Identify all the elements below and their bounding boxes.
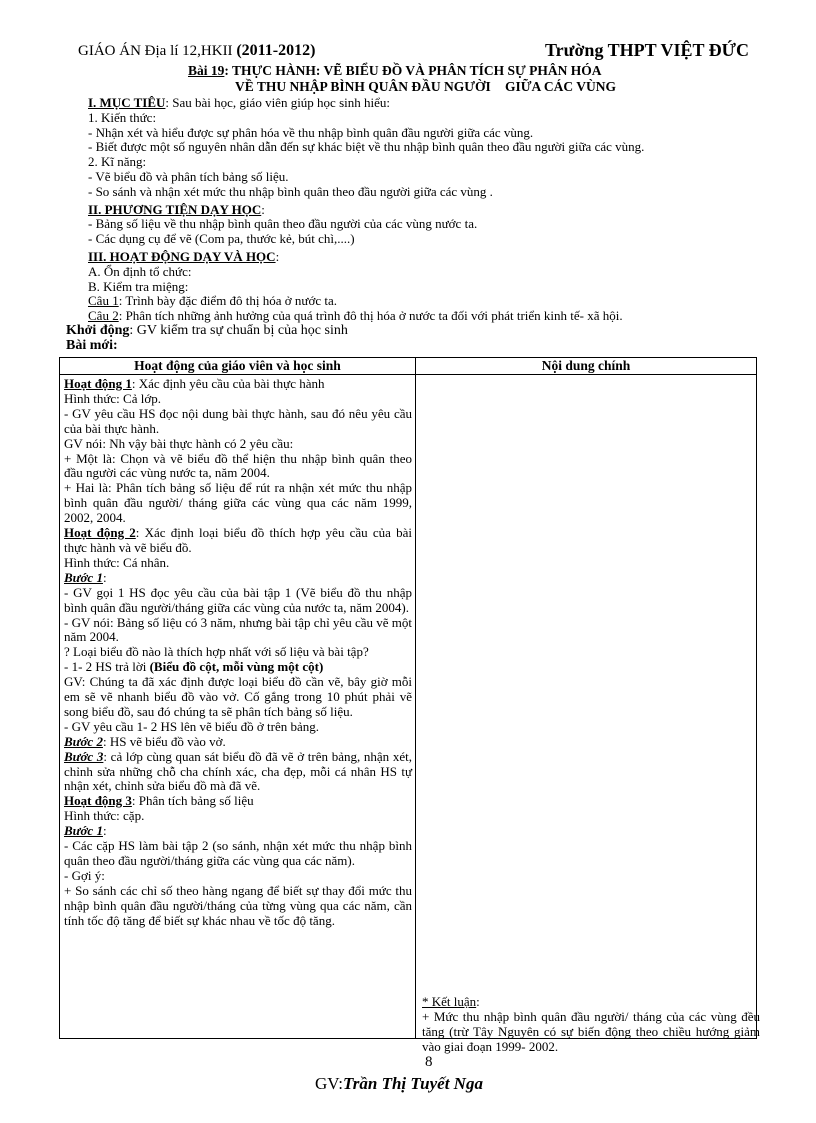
conclusion-text: + Mức thu nhập bình quân đầu người/ tháng của các vùng đều tăng (trừ Tây Nguyên có sự biến động theo chiều hướng giảm vào giai đoạn 1999- 2002. (422, 1008, 760, 1054)
body-line: B. Kiểm tra miệng: (88, 278, 189, 294)
activity-line: ? Loại biểu đồ nào là thích hợp nhất với số liệu và bài tập? (64, 644, 369, 660)
body-line: - Nhận xét và hiểu được sự phân hóa về thu nhập bình quân đầu người giữa các vùng. (88, 124, 534, 140)
activity-line: - GV yêu cầu 1- 2 HS lên vẽ biểu đồ ở trên bảng. (64, 718, 320, 734)
activities-cell (60, 375, 416, 1039)
header-year: (2011-2012) (236, 42, 316, 59)
col-header-content: Nội dung chính (416, 358, 757, 375)
activity-table (59, 357, 760, 1054)
header-subject: GIÁO ÁN Địa lí 12,HKII (78, 43, 237, 59)
teacher-name: Trần Thị Tuyết Nga (343, 1074, 483, 1093)
body-line: - So sánh và nhận xét mức thu nhập bình quân theo đầu người giữa các vùng . (88, 183, 493, 199)
question-2: Câu 2: Phân tích những ảnh hưởng của quá trình đô thị hóa ở nước ta đối với phát triển kinh tế- xã hội. (88, 308, 623, 324)
step-label: Hoạt động 1 (64, 376, 132, 391)
page-number: 8 (425, 1054, 433, 1070)
activity-line: + So sánh các chỉ số theo hàng ngang để biết sự thay đổi mức thu nhập bình quân đầu người/tháng của từng vùng qua các năm, cần tính tốc độ tăng để biết sự khác nhau về tốc độ tăng. (64, 882, 412, 928)
activity-line: Hình thức: Cá nhân. (64, 554, 170, 570)
lesson-title-line2: VỀ THU NHẬP BÌNH QUÂN ĐẦU NGƯỜI (235, 79, 491, 94)
activity-step: Bước 3: cả lớp cùng quan sát biểu đồ đã vẽ ở trên bảng, nhận xét, chỉnh sửa những chỗ cha chính xác, cha đẹp, mỗi cá nhân HS tự nhận xét, chỉnh sửa biểu đồ mà đã vẽ. (64, 748, 412, 794)
activity-step: Bước 1: (64, 569, 107, 585)
activity-step: Bước 2: HS vẽ biểu đồ vào vở. (64, 733, 226, 749)
activity-line: Hình thức: Cả lớp. (64, 390, 161, 406)
activity-line: - GV yêu cầu HS đọc nội dung bài thực hành, sau đó nêu yêu cầu của bài thực hành. (64, 405, 412, 436)
activity-line: - Các cặp HS làm bài tập 2 (so sánh, nhận xét mức thu nhập bình quân theo đầu người/tháng giữa các vùng qua các năm). (64, 838, 412, 868)
step-label: Hoạt động 3 (64, 793, 132, 809)
section-heading: III. HOẠT ĐỘNG DẠY VÀ HỌC (88, 248, 276, 264)
activity-line: - 1- 2 HS trả lời (Biểu đồ cột, mỗi vùng một cột) (64, 659, 324, 675)
step-label: Bước 3 (64, 748, 104, 764)
teacher-prefix: GV: (315, 1074, 344, 1093)
activity-step: Bước 1: (64, 823, 107, 839)
step-label: Bước 2 (64, 733, 103, 749)
table-header-row (60, 358, 757, 375)
activity-step: Hoạt động 3: Phân tích bảng số liệu (64, 793, 254, 809)
step-label: Bước 1 (64, 569, 103, 585)
header-left (78, 42, 315, 60)
warmup: Khởi động: GV kiểm tra sự chuẩn bị của học sinh (66, 322, 348, 338)
body-line: - Vẽ biểu đồ và phân tích bảng số liệu. (88, 168, 289, 184)
teacher-signature (315, 1074, 483, 1094)
body-line: A. Ổn định tổ chức: (88, 263, 192, 279)
table-row (60, 375, 757, 1039)
section-objectives: I. MỤC TIÊU: Sau bài học, giáo viên giúp học sinh hiểu: (88, 95, 390, 110)
activity-step: Hoạt động 2: Xác định loại biểu đồ thích hợp yêu cầu của bài thực hành và vẽ biểu đồ. (64, 525, 412, 555)
lesson-title-line1 (188, 63, 602, 79)
col-header-activities: Hoạt động của giáo viên và học sinh (60, 358, 416, 375)
section-activities: III. HOẠT ĐỘNG DẠY VÀ HỌC: (88, 248, 280, 264)
section-heading: II. PHƯƠNG TIỆN DẠY HỌC (88, 201, 262, 217)
body-line: 1. Kiến thức: (88, 109, 157, 125)
lesson-title-text: : THỰC HÀNH: VẼ BIỂU ĐỒ VÀ PHÂN TÍCH SỰ PHÂN HÓA (224, 63, 602, 78)
lesson-body (66, 95, 645, 354)
activity-line: - GV gọi 1 HS đọc yêu cầu của bài tập 1 (Vẽ biểu đồ thu nhập bình quân đầu người/tháng giữa các vùng của nước ta, năm 2004). (64, 584, 412, 615)
activity-line: GV nói: Nh vậy bài thực hành có 2 yêu cầu: (64, 435, 294, 451)
activity-line: GV: Chúng ta đã xác định được loại biểu đồ cần vẽ, bây giờ mỗi em sẽ vẽ nhanh biểu đồ vào vở. Cố gắng trong 10 phút phải vẽ song biểu đồ, sau đó chúng ta sẽ phân tích bảng số liệu. (64, 674, 412, 719)
question-1: Câu 1: Trình bày đặc điểm đô thị hóa ở nước ta. (88, 293, 337, 309)
activity-line: + Hai là: Phân tích bảng số liệu để rút ra nhận xét mức thu nhập bình quân đầu người/ tháng giữa các vùng qua các năm 1999, 2002, 2004. (64, 480, 412, 526)
activity-line: - Gợi ý: (64, 867, 105, 883)
activity-step: Hoạt động 1: Xác định yêu cầu của bài thực hành (64, 376, 325, 391)
body-line: 2. Kĩ năng: (88, 154, 147, 170)
body-line: - Bảng số liệu về thu nhập bình quân theo đầu người của các vùng nước ta. (88, 216, 478, 232)
step-label: Hoạt động 2 (64, 525, 136, 541)
content-cell (416, 375, 760, 1054)
body-line: - Các dụng cụ để vẽ (Com pa, thước kẻ, bút chì,....) (88, 231, 355, 247)
lesson-number: Bài 19 (188, 63, 225, 78)
section-materials: II. PHƯƠNG TIỆN DẠY HỌC: (88, 201, 265, 217)
step-label: Bước 1 (64, 823, 103, 839)
new-lesson: Bài mới: (66, 337, 118, 353)
lesson-title-line2b: GIỮA CÁC VÙNG (505, 79, 617, 94)
activity-line: Hình thức: cặp. (64, 808, 145, 824)
activity-line: - GV nói: Bảng số liệu có 3 năm, nhưng bài tập chỉ yêu cầu vẽ một năm 2004. (64, 614, 412, 645)
section-heading: I. MỤC TIÊU (88, 95, 166, 110)
school-name: Trường THPT VIỆT ĐỨC (545, 40, 749, 60)
conclusion-label: * Kết luận (422, 994, 477, 1009)
activity-line: + Một là: Chọn và vẽ biểu đồ thể hiện thu nhập bình quân theo đầu người các vùng nước ta, năm 2004. (64, 450, 412, 481)
conclusion: * Kết luận: + Mức thu nhập bình quân đầu người/ tháng của các vùng đều tăng (trừ Tây Nguyên có sự biến động theo chiều hướng giảm vào giai đoạn 1999- 2002. (422, 994, 760, 1054)
body-line: - Biết được một số nguyên nhân dẫn đến sự khác biệt về thu nhập bình quân theo đầu người giữa các vùng. (88, 139, 645, 155)
